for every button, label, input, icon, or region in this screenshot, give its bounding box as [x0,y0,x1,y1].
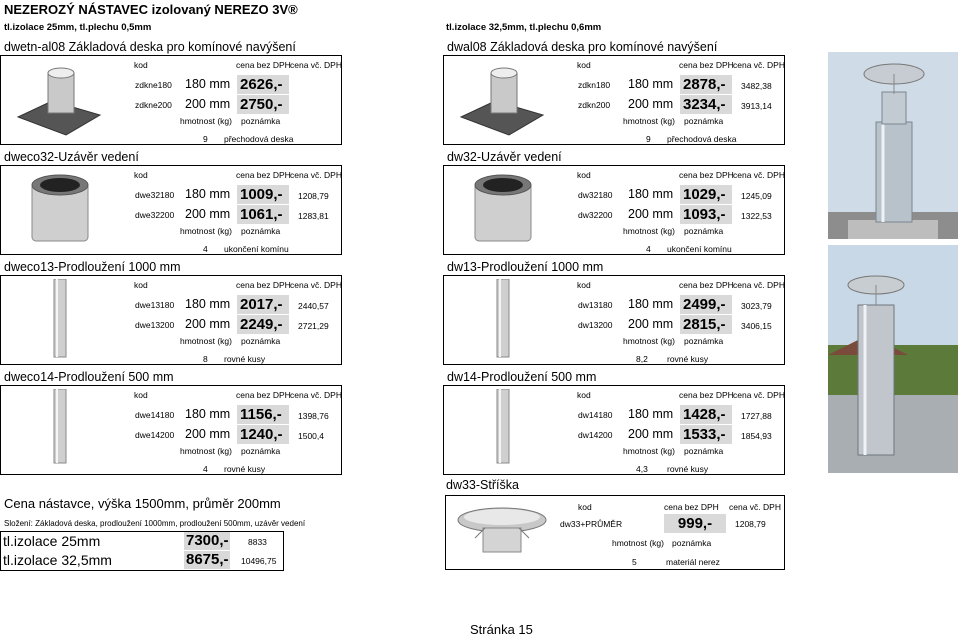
header-hmot: hmotnost (kg) [180,116,232,126]
header-hmot: hmotnost (kg) [623,446,675,456]
header-bez: cena bez DPH [236,280,291,290]
note: přechodová deska [667,134,737,144]
product-code: dwe13200 [135,320,175,330]
header-hmot: hmotnost (kg) [623,116,675,126]
section-title: dwal08 Základová deska pro komínové navýšení [447,40,718,54]
price-vat: 3913,14 [741,101,772,111]
summary-composition: Složení: Základová deska, prodloužení 1000mm, prodloužení 500mm, uzávěr vedení [4,519,306,528]
left-subtitle: tl.izolace 25mm, tl.plechu 0,5mm [4,22,152,33]
header-kod: kod [577,280,591,290]
section-title: dw32-Uzávěr vedení [447,150,562,164]
header-bez: cena bez DPH [679,390,734,400]
header-vc: cena vč. DPH [290,390,342,400]
product-code: dw13200 [578,320,613,330]
section-title: dw13-Prodloužení 1000 mm [447,260,604,274]
base-plate-image [10,59,110,139]
price: 2499,- [680,295,732,314]
header-kod: kod [134,280,148,290]
size: 200 mm [628,97,674,111]
header-kod: kod [134,60,148,70]
weight: 8,2 [636,354,648,364]
summary-price: 7300,- [186,532,229,549]
header-kod: kod [577,60,591,70]
summary-vat: 8833 [248,537,267,547]
header-pozn: poznámka [684,226,724,236]
cap-image [455,500,550,560]
size: 200 mm [628,317,674,331]
weight: 8 [203,354,208,364]
price-vat: 1245,09 [741,191,772,201]
price-vat: 2721,29 [298,321,329,331]
header-kod: kod [134,390,148,400]
header-kod: kod [578,502,592,512]
header-bez: cena bez DPH [679,170,734,180]
weight: 4 [203,244,208,254]
size: 200 mm [628,207,674,221]
price: 2249,- [237,315,289,334]
note: materiál nerez [666,557,720,567]
header-vc: cena vč. DPH [733,170,785,180]
header-pozn: poznámka [241,336,281,346]
price: 1061,- [237,205,289,224]
header-vc: cena vč. DPH [729,502,781,512]
size: 180 mm [628,77,674,91]
product-code: dw14200 [578,430,613,440]
product-code: dwe14200 [135,430,175,440]
note: ukončení komínu [667,244,732,254]
closer-image [453,169,553,249]
price: 2017,- [237,295,289,314]
pipe-image [453,389,553,469]
header-vc: cena vč. DPH [290,60,342,70]
price: 1156,- [237,405,289,424]
pipe-image [453,279,553,359]
product-code: dwe14180 [135,410,175,420]
closer-image [10,169,110,249]
base-plate-image [453,59,553,139]
header-kod: kod [134,170,148,180]
summary-vat: 10496,75 [241,556,277,566]
note: ukončení komínu [224,244,289,254]
note: rovné kusy [224,354,266,364]
section-title: dw33-Stříška [446,478,519,492]
size: 180 mm [185,407,231,421]
price: 1240,- [237,425,289,444]
header-pozn: poznámka [241,226,281,236]
header-pozn: poznámka [672,538,712,548]
product-code: zdkne180 [135,80,172,90]
header-vc: cena vč. DPH [733,280,785,290]
right-subtitle: tl.izolace 32,5mm, tl.plechu 0,6mm [446,22,602,33]
size: 180 mm [628,297,674,311]
price: 999,- [664,514,726,533]
weight: 4,3 [636,464,648,474]
product-code: zdkne200 [135,100,172,110]
chimney-photo-top-image [828,52,958,239]
section-title: dweco13-Prodloužení 1000 mm [4,260,181,274]
chimney-photo-top [828,52,958,239]
header-hmot: hmotnost (kg) [180,446,232,456]
product-code: zdkn180 [578,80,611,90]
price: 2815,- [680,315,732,334]
size: 200 mm [185,97,231,111]
price-vat: 3023,79 [741,301,772,311]
header-pozn: poznámka [241,116,281,126]
product-code: dw33+PRŮMĚR [560,519,623,529]
product-code: dwe13180 [135,300,175,310]
header-pozn: poznámka [684,336,724,346]
header-hmot: hmotnost (kg) [612,538,664,548]
header-hmot: hmotnost (kg) [180,226,232,236]
note: rovné kusy [667,464,709,474]
header-pozn: poznámka [241,446,281,456]
summary-price: 8675,- [186,551,229,568]
weight: 4 [203,464,208,474]
size: 180 mm [628,187,674,201]
product-code: dwe32200 [135,210,175,220]
header-bez: cena bez DPH [679,60,734,70]
header-vc: cena vč. DPH [290,170,342,180]
price-vat: 1208,79 [298,191,329,201]
price: 1029,- [680,185,732,204]
price-vat: 1283,81 [298,211,329,221]
size: 200 mm [185,317,231,331]
price-vat: 1398,76 [298,411,329,421]
chimney-photo-bottom [828,245,958,473]
header-bez: cena bez DPH [679,280,734,290]
header-hmot: hmotnost (kg) [180,336,232,346]
size: 200 mm [628,427,674,441]
header-vc: cena vč. DPH [733,60,785,70]
price-vat: 1322,53 [741,211,772,221]
size: 200 mm [185,207,231,221]
size: 200 mm [185,427,231,441]
summary-title: Cena nástavce, výška 1500mm, průměr 200mm [4,496,281,511]
section-title: dweco32-Uzávěr vedení [4,150,139,164]
price: 2878,- [680,75,732,94]
header-pozn: poznámka [684,116,724,126]
header-hmot: hmotnost (kg) [623,226,675,236]
product-code: dw32180 [578,190,613,200]
section-title: dw14-Prodloužení 500 mm [447,370,597,384]
size: 180 mm [185,77,231,91]
weight: 4 [646,244,651,254]
chimney-photo-bottom-image [828,245,958,473]
product-code: dw13180 [578,300,613,310]
note: přechodová deska [224,134,294,144]
size: 180 mm [628,407,674,421]
pipe-image [10,389,110,469]
header-kod: kod [577,390,591,400]
product-code: dw14180 [578,410,613,420]
price-vat: 1727,88 [741,411,772,421]
note: rovné kusy [667,354,709,364]
price: 1093,- [680,205,732,224]
price-vat: 3482,38 [741,81,772,91]
header-vc: cena vč. DPH [290,280,342,290]
note: rovné kusy [224,464,266,474]
price: 1009,- [237,185,289,204]
price: 3234,- [680,95,732,114]
price: 2626,- [237,75,289,94]
header-bez: cena bez DPH [236,60,291,70]
weight: 5 [632,557,637,567]
size: 180 mm [185,187,231,201]
price: 2750,- [237,95,289,114]
price-vat: 1208,79 [735,519,766,529]
header-bez: cena bez DPH [236,390,291,400]
price: 1428,- [680,405,732,424]
section-title: dwetn-al08 Základová deska pro komínové navýšení [4,40,296,54]
header-kod: kod [577,170,591,180]
price-vat: 1854,93 [741,431,772,441]
price-vat: 3406,15 [741,321,772,331]
header-vc: cena vč. DPH [733,390,785,400]
product-code: dw32200 [578,210,613,220]
page-title: NEZEROZÝ NÁSTAVEC izolovaný NEREZO 3V® [4,2,298,17]
product-code: dwe32180 [135,190,175,200]
price-vat: 2440,57 [298,301,329,311]
page-number: Stránka 15 [470,622,533,637]
summary-label: tl.izolace 32,5mm [3,552,112,568]
product-code: zdkn200 [578,100,611,110]
size: 180 mm [185,297,231,311]
header-hmot: hmotnost (kg) [623,336,675,346]
weight: 9 [646,134,651,144]
header-bez: cena bez DPH [236,170,291,180]
price-vat: 1500,4 [298,431,324,441]
summary-label: tl.izolace 25mm [3,533,101,549]
weight: 9 [203,134,208,144]
section-title: dweco14-Prodloužení 500 mm [4,370,174,384]
pipe-image [10,279,110,359]
price: 1533,- [680,425,732,444]
header-pozn: poznámka [684,446,724,456]
header-bez: cena bez DPH [664,502,719,512]
